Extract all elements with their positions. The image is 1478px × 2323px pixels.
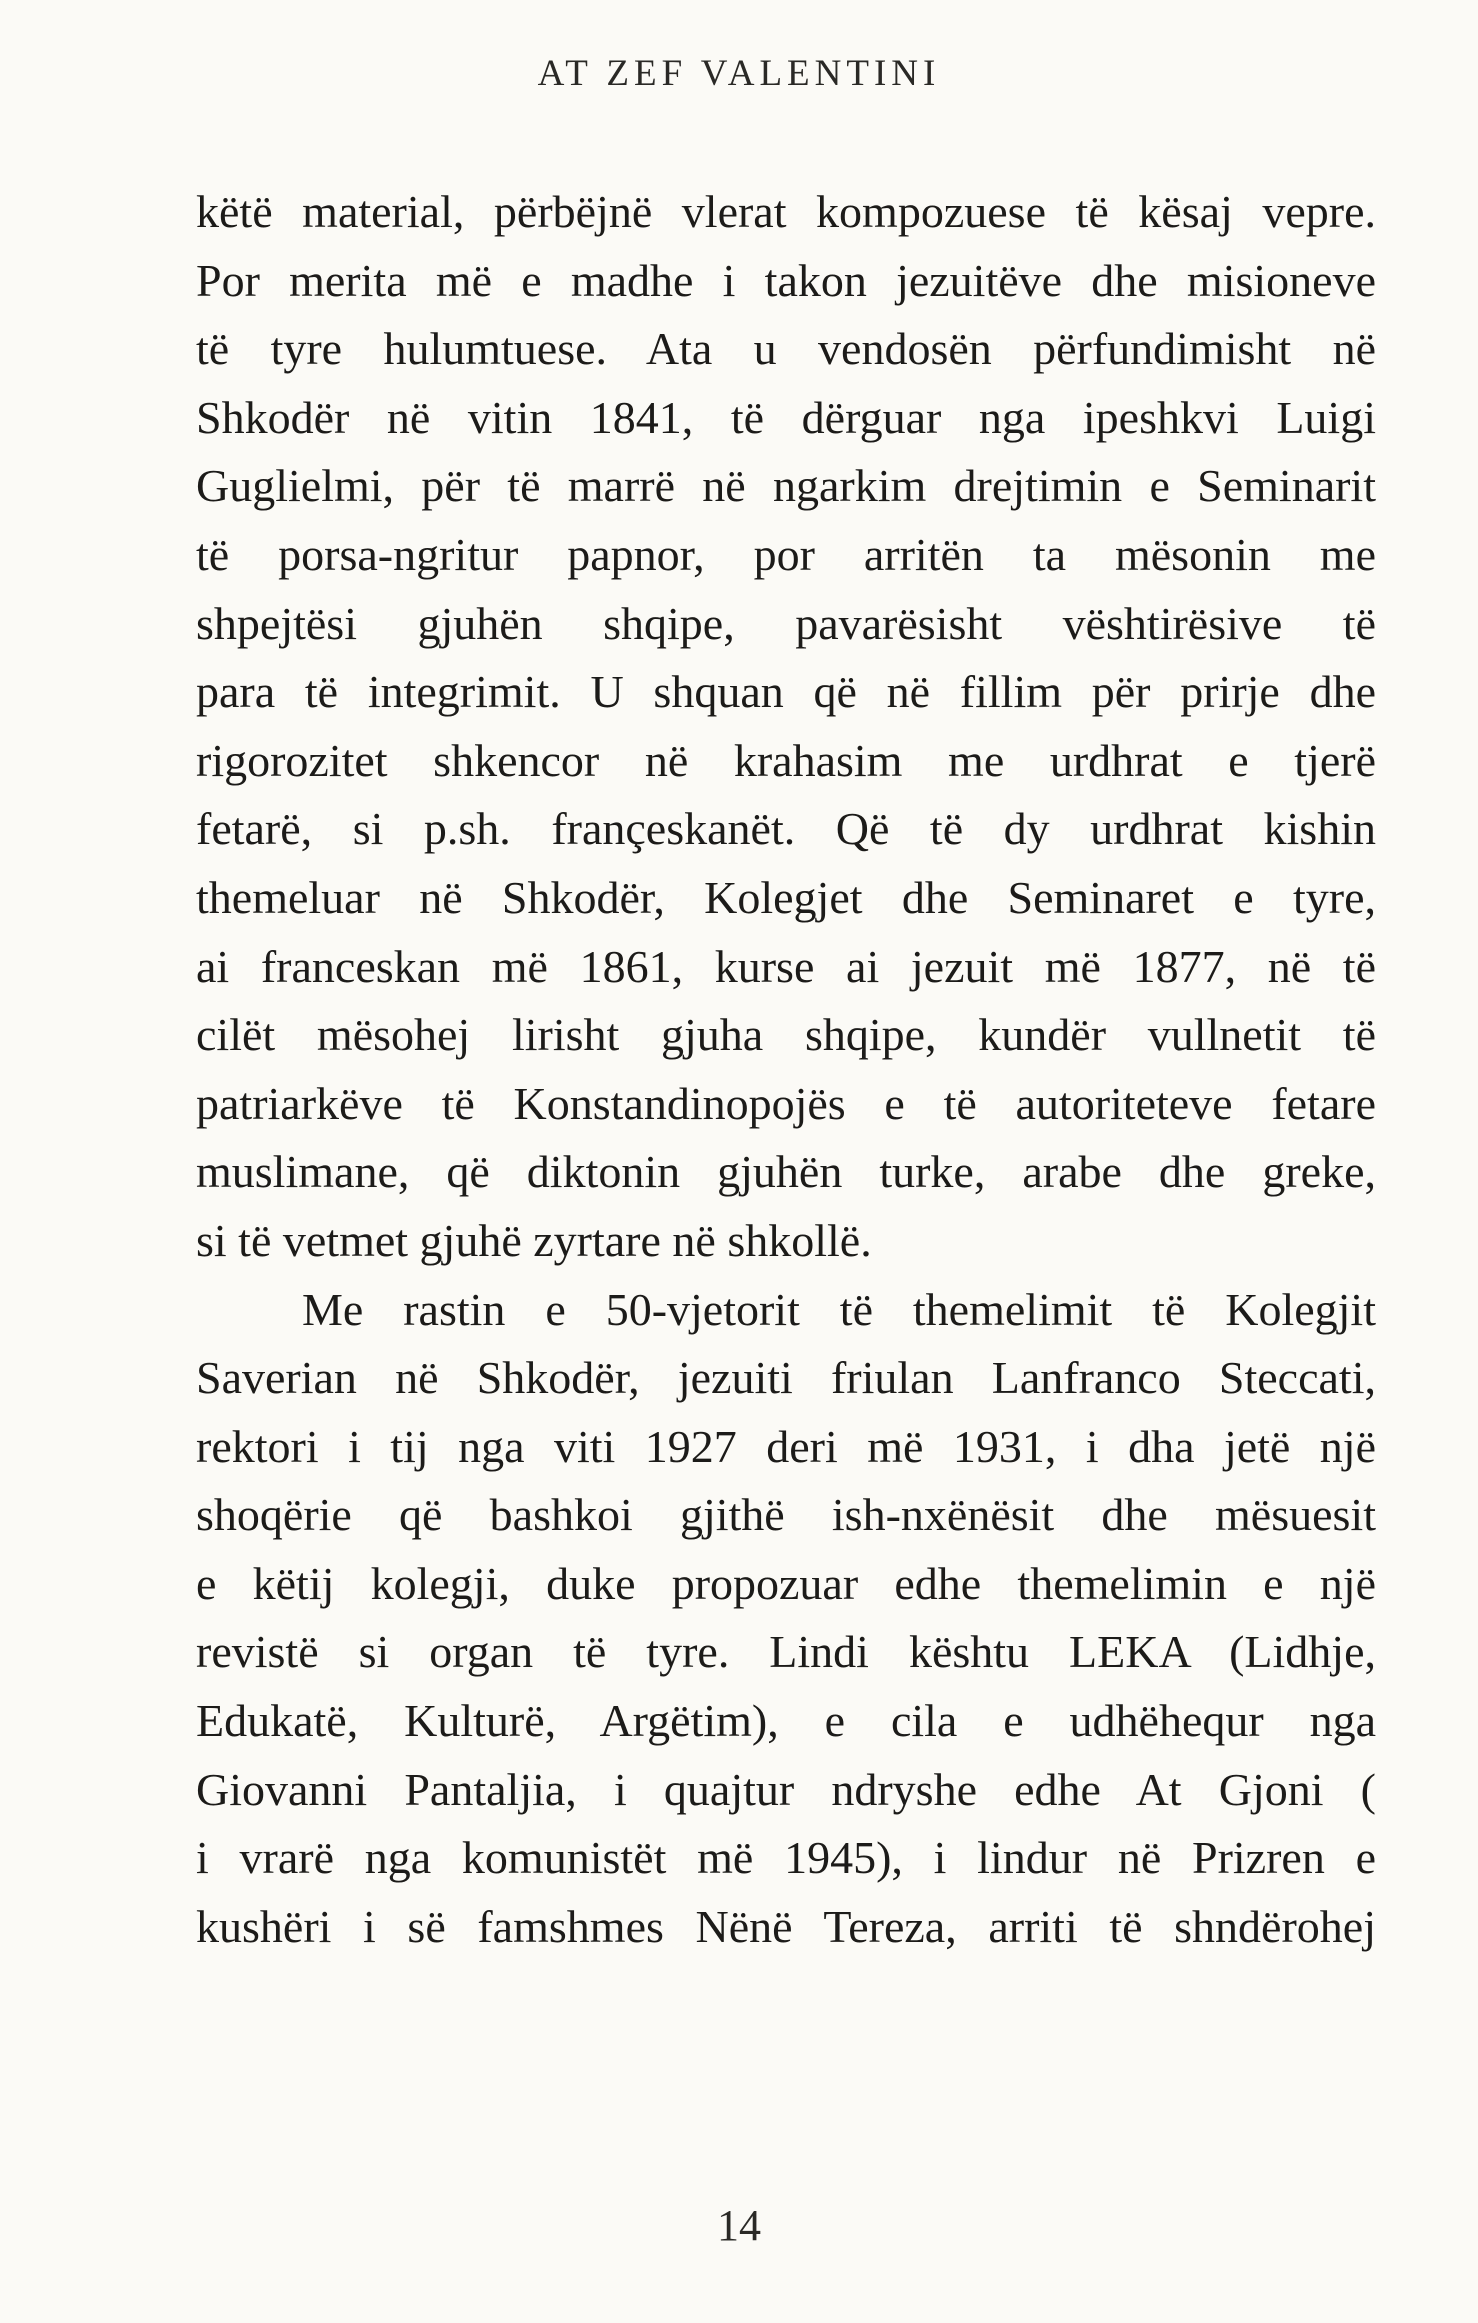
text-line: si të vetmet gjuhë zyrtare në shkollë.: [196, 1214, 872, 1266]
text-line: të porsa-ngritur papnor, por arritën ta mësonin me: [196, 528, 1376, 580]
paragraph-2: [196, 1276, 1376, 1962]
text-line: rigorozitet shkencor në krahasim me urdhrat e tjerë: [196, 734, 1376, 786]
text-line: fetarë, si p.sh. françeskanët. Që të dy urdhrat kishin: [196, 803, 1376, 855]
text-line: Guglielmi, për të marrë në ngarkim drejtimin e Seminarit: [196, 460, 1376, 512]
text-line: Por merita më e madhe i takon jezuitëve dhe misioneve: [196, 254, 1376, 306]
text-line: para të integrimit. U shquan që në fillim për prirje dhe: [196, 666, 1376, 718]
text-line: shpejtësi gjuhën shqipe, pavarësisht vështirësive të: [196, 597, 1376, 649]
text-line: këtë material, përbëjnë vlerat kompozuese të kësaj vepre.: [196, 186, 1376, 237]
text-line: kushëri i së famshmes Nënë Tereza, arriti të shndërohej: [196, 1900, 1376, 1952]
page-number: 14: [717, 2201, 761, 2250]
text-line: Shkodër në vitin 1841, të dërguar nga ipeshkvi Luigi: [196, 391, 1376, 443]
text-line: rektori i tij nga viti 1927 deri më 1931, i dha jetë një: [196, 1420, 1376, 1472]
text-line: Me rastin e 50-vjetorit të themelimit të Kolegjit: [302, 1283, 1376, 1335]
text-line: patriarkëve të Konstandinopojës e të autoriteteve fetare: [196, 1077, 1376, 1129]
text-line: Edukatë, Kulturë, Argëtim), e cila e udhëhequr nga: [196, 1695, 1376, 1747]
text-line: muslimane, që diktonin gjuhën turke, arabe dhe greke,: [196, 1146, 1376, 1198]
text-line: i vrarë nga komunistët më 1945), i lindur në Prizren e: [196, 1832, 1376, 1884]
text-line: themeluar në Shkodër, Kolegjet dhe Seminaret e tyre,: [196, 871, 1376, 923]
text-line: e këtij kolegji, duke propozuar edhe themelimin e një: [196, 1557, 1376, 1609]
text-line: Saverian në Shkodër, jezuiti friulan Lanfranco Steccati,: [196, 1352, 1376, 1404]
text-line: ai franceskan më 1861, kurse ai jezuit më 1877, në të: [196, 940, 1376, 992]
text-line: të tyre hulumtuese. Ata u vendosën përfundimisht në: [196, 323, 1376, 375]
text-line: shoqërie që bashkoi gjithë ish-nxënësit dhe mësuesit: [196, 1489, 1376, 1541]
paragraph-1: [196, 178, 1376, 1276]
text-line: revistë si organ të tyre. Lindi kështu LEKA (Lidhje,: [196, 1626, 1376, 1678]
text-line: Giovanni Pantaljia, i quajtur ndryshe edhe At Gjoni (: [196, 1763, 1376, 1815]
body-text: [196, 178, 1376, 1961]
running-head: AT ZEF VALENTINI: [537, 53, 941, 94]
text-line: cilët mësohej lirisht gjuha shqipe, kundër vullnetit të: [196, 1009, 1376, 1061]
